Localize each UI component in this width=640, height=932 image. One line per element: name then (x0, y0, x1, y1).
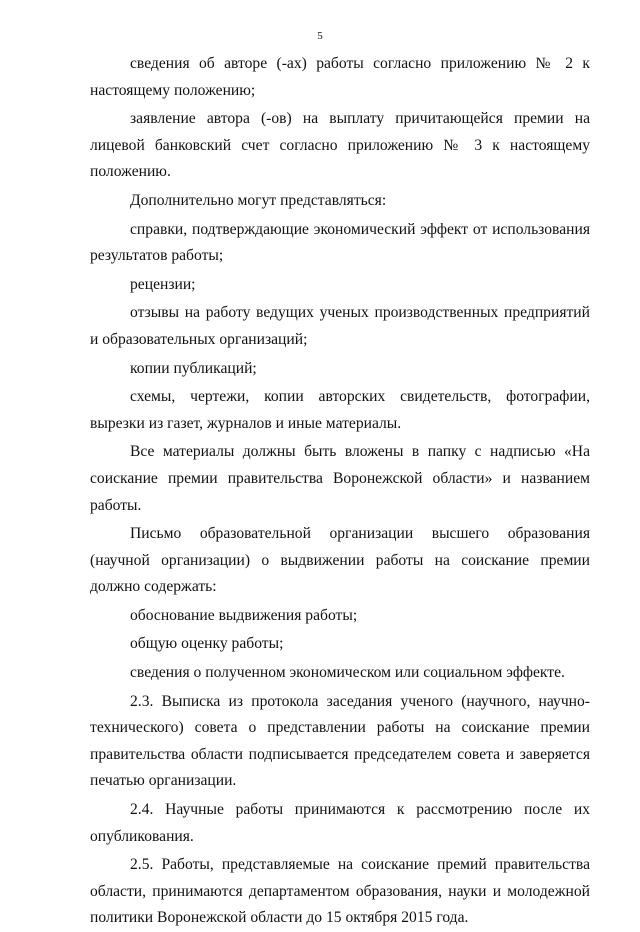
paragraph-schemes: схемы, чертежи, копии авторских свидетельств, фотографии, вырезки из газет, журналов и иные материалы. (90, 388, 590, 432)
paragraph-general-assessment: общую оценку работы; (130, 635, 284, 653)
paragraph-effect-info: сведения о полученном экономическом или социальном эффекте. (130, 664, 565, 682)
paragraph-publication-copies: копии публикаций; (130, 359, 257, 377)
paragraph-folder-requirement: Все материалы должны быть вложены в папку с надписью «На соискание премии правительства Воронежской области» и названием работы. (90, 443, 590, 514)
paragraph-feedback: отзывы на работу ведущих ученых производственных предприятий и образовательных организаций; (90, 304, 590, 348)
paragraph-author-info: сведения об авторе (-ах) работы согласно приложению № 2 к настоящему положению; (90, 55, 590, 99)
paragraph-clause-2-5: 2.5. Работы, представляемые на соискание премий правительства области, принимаются департаментом образования, науки и молодежной политики Воронежской области до 15 октября 2015 года. (90, 856, 590, 927)
paragraph-author-statement: заявление автора (-ов) на выплату причитающейся премии на лицевой банковский счет согласно приложению № 3 к настоящему положению. (90, 110, 590, 181)
document-body (90, 51, 590, 932)
paragraph-certificates: справки, подтверждающие экономический эффект от использования результатов работы; (90, 220, 590, 265)
paragraph-justification: обоснование выдвижения работы; (130, 606, 358, 624)
paragraph-reviews: рецензии; (130, 275, 196, 293)
page-number: 5 (317, 30, 323, 42)
paragraph-clause-2-4: 2.4. Научные работы принимаются к рассмотрению после их опубликования. (90, 801, 590, 845)
paragraph-clause-2-3: 2.3. Выписка из протокола заседания ученого (научного, научно-технического) совета о представлении работы на соискание премии правительства области подписывается председателем совета и заверяется печатью организации. (90, 692, 590, 790)
paragraph-letter-content: Письмо образовательной организации высшего образования (научной организации) о выдвижении работы на соискание премии должно содержать: (90, 525, 590, 596)
paragraph-additional-heading: Дополнительно могут представляться: (130, 191, 387, 209)
